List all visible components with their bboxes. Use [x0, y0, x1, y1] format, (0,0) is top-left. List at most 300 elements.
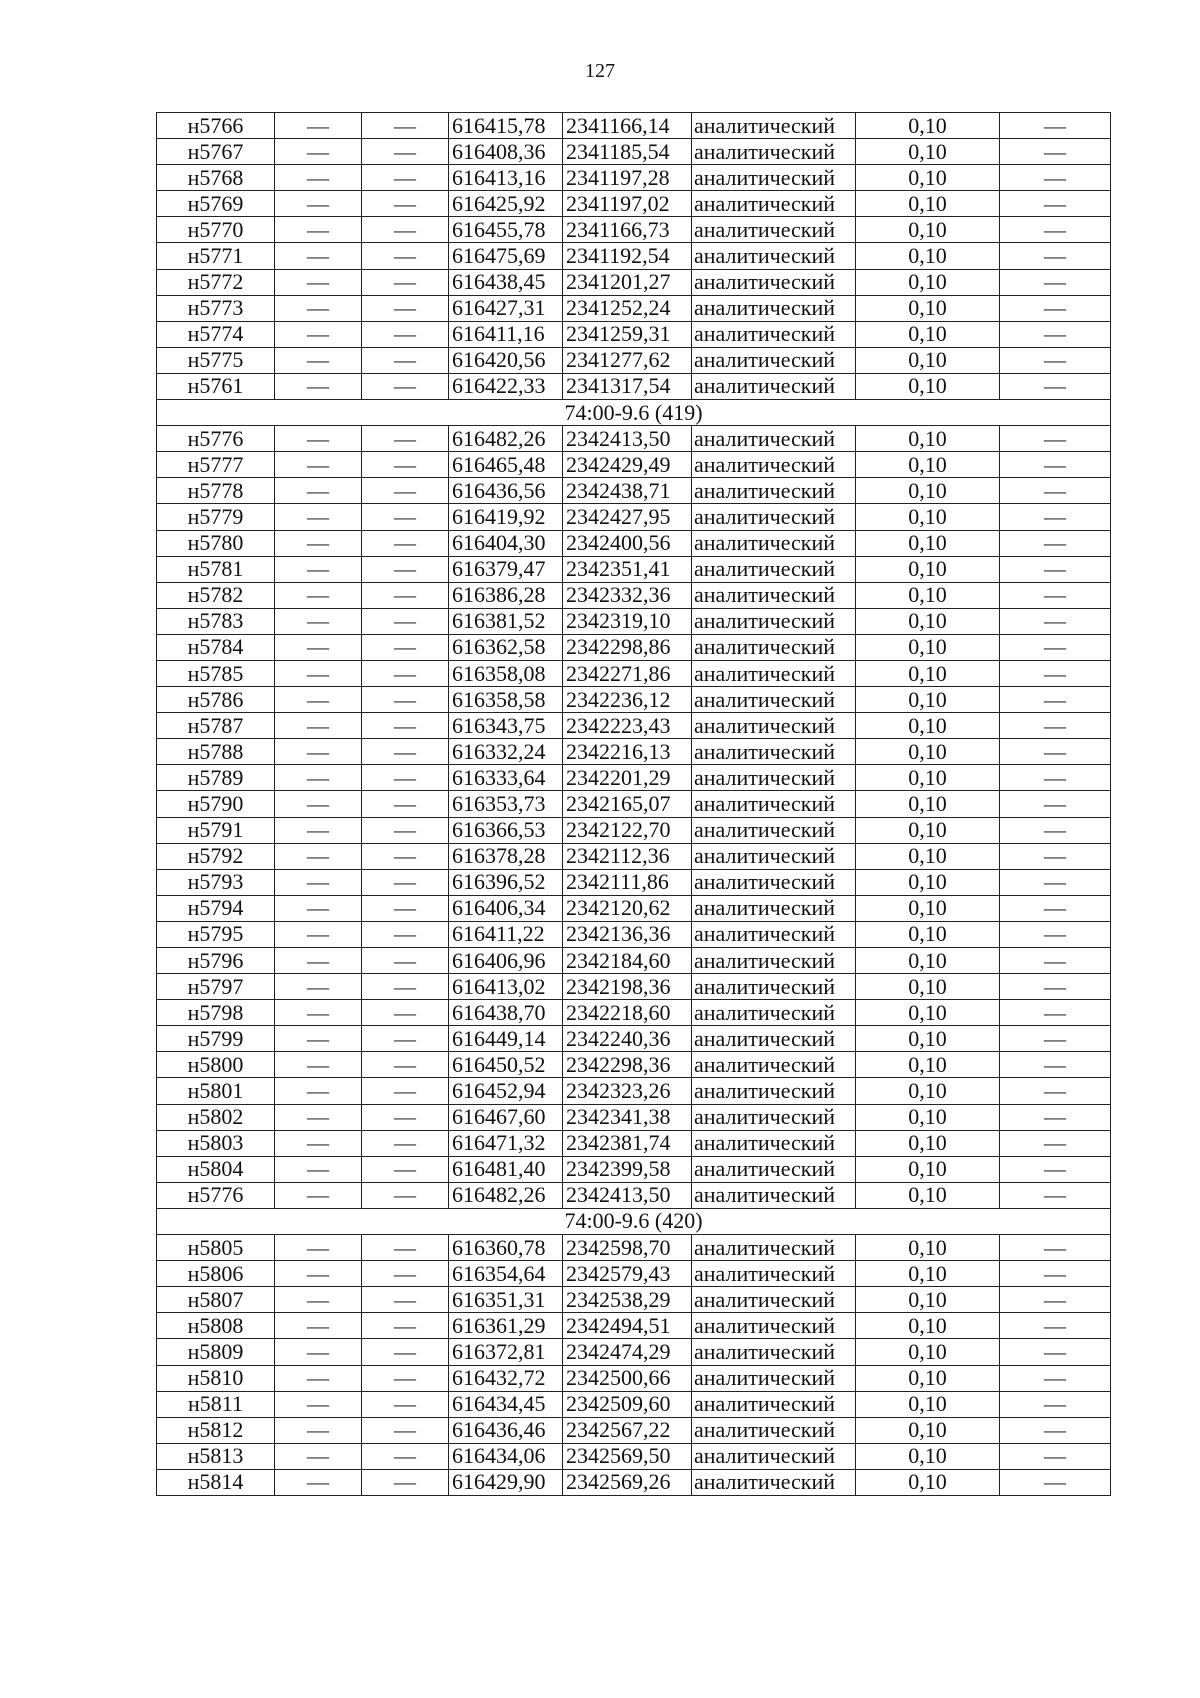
point-name-cell: н5780 — [157, 530, 275, 556]
table-row — [157, 765, 1111, 791]
y-coordinate-cell: 2342122,70 — [563, 817, 692, 843]
table-row — [157, 191, 1111, 217]
y-coordinate-cell: 2342579,43 — [563, 1261, 692, 1287]
x-coordinate-cell: 616434,06 — [449, 1443, 563, 1469]
y-coordinate-cell: 2341185,54 — [563, 139, 692, 165]
dash-cell: — — [362, 269, 449, 295]
x-coordinate-cell: 616378,28 — [449, 843, 563, 869]
dash-cell: — — [1000, 1261, 1111, 1287]
method-cell: аналитический — [692, 765, 856, 791]
x-coordinate-cell: 616333,64 — [449, 765, 563, 791]
method-cell: аналитический — [692, 113, 856, 139]
x-coordinate-cell: 616438,70 — [449, 1000, 563, 1026]
y-coordinate-cell: 2341166,73 — [563, 217, 692, 243]
dash-cell: — — [362, 1391, 449, 1417]
dash-cell: — — [1000, 321, 1111, 347]
y-coordinate-cell: 2342413,50 — [563, 426, 692, 452]
dash-cell: — — [362, 739, 449, 765]
point-name-cell: н5809 — [157, 1339, 275, 1365]
method-cell: аналитический — [692, 713, 856, 739]
table-row — [157, 739, 1111, 765]
x-coordinate-cell: 616482,26 — [449, 426, 563, 452]
dash-cell: — — [362, 113, 449, 139]
dash-cell: — — [1000, 817, 1111, 843]
accuracy-cell: 0,10 — [856, 530, 1000, 556]
dash-cell: — — [275, 321, 362, 347]
dash-cell: — — [275, 739, 362, 765]
dash-cell: — — [362, 452, 449, 478]
point-name-cell: н5777 — [157, 452, 275, 478]
dash-cell: — — [275, 1261, 362, 1287]
method-cell: аналитический — [692, 243, 856, 269]
method-cell: аналитический — [692, 634, 856, 660]
table-row — [157, 347, 1111, 373]
dash-cell: — — [275, 1287, 362, 1313]
dash-cell: — — [1000, 347, 1111, 373]
point-name-cell: н5806 — [157, 1261, 275, 1287]
y-coordinate-cell: 2342341,38 — [563, 1104, 692, 1130]
accuracy-cell: 0,10 — [856, 1287, 1000, 1313]
y-coordinate-cell: 2341259,31 — [563, 321, 692, 347]
point-name-cell: н5801 — [157, 1078, 275, 1104]
x-coordinate-cell: 616419,92 — [449, 504, 563, 530]
table-row — [157, 1313, 1111, 1339]
accuracy-cell: 0,10 — [856, 582, 1000, 608]
point-name-cell: н5768 — [157, 165, 275, 191]
method-cell: аналитический — [692, 843, 856, 869]
dash-cell: — — [362, 426, 449, 452]
accuracy-cell: 0,10 — [856, 191, 1000, 217]
y-coordinate-cell: 2342165,07 — [563, 791, 692, 817]
table-row — [157, 1104, 1111, 1130]
table-row — [157, 1469, 1111, 1495]
dash-cell: — — [362, 1469, 449, 1495]
method-cell: аналитический — [692, 660, 856, 686]
table-row — [157, 530, 1111, 556]
y-coordinate-cell: 2342538,29 — [563, 1287, 692, 1313]
table-row — [157, 452, 1111, 478]
y-coordinate-cell: 2342567,22 — [563, 1417, 692, 1443]
y-coordinate-cell: 2342500,66 — [563, 1365, 692, 1391]
table-row — [157, 608, 1111, 634]
table-row — [157, 321, 1111, 347]
dash-cell: — — [275, 1182, 362, 1208]
accuracy-cell: 0,10 — [856, 1469, 1000, 1495]
dash-cell: — — [1000, 452, 1111, 478]
point-name-cell: н5779 — [157, 504, 275, 530]
dash-cell: — — [362, 1443, 449, 1469]
point-name-cell: н5794 — [157, 895, 275, 921]
x-coordinate-cell: 616372,81 — [449, 1339, 563, 1365]
accuracy-cell: 0,10 — [856, 113, 1000, 139]
point-name-cell: н5790 — [157, 791, 275, 817]
dash-cell: — — [362, 478, 449, 504]
table-row — [157, 948, 1111, 974]
accuracy-cell: 0,10 — [856, 165, 1000, 191]
accuracy-cell: 0,10 — [856, 139, 1000, 165]
dash-cell: — — [362, 687, 449, 713]
dash-cell: — — [275, 687, 362, 713]
dash-cell: — — [1000, 582, 1111, 608]
dash-cell: — — [1000, 1000, 1111, 1026]
method-cell: аналитический — [692, 921, 856, 947]
dash-cell: — — [362, 139, 449, 165]
dash-cell: — — [275, 243, 362, 269]
point-name-cell: н5775 — [157, 347, 275, 373]
dash-cell: — — [1000, 1026, 1111, 1052]
point-name-cell: н5761 — [157, 373, 275, 399]
method-cell: аналитический — [692, 608, 856, 634]
method-cell: аналитический — [692, 1261, 856, 1287]
dash-cell: — — [275, 948, 362, 974]
y-coordinate-cell: 2342351,41 — [563, 556, 692, 582]
point-name-cell: н5784 — [157, 634, 275, 660]
x-coordinate-cell: 616358,58 — [449, 687, 563, 713]
dash-cell: — — [362, 504, 449, 530]
method-cell: аналитический — [692, 321, 856, 347]
dash-cell: — — [362, 217, 449, 243]
x-coordinate-cell: 616386,28 — [449, 582, 563, 608]
method-cell: аналитический — [692, 426, 856, 452]
y-coordinate-cell: 2342427,95 — [563, 504, 692, 530]
accuracy-cell: 0,10 — [856, 1391, 1000, 1417]
table-row — [157, 1339, 1111, 1365]
x-coordinate-cell: 616467,60 — [449, 1104, 563, 1130]
dash-cell: — — [362, 1156, 449, 1182]
method-cell: аналитический — [692, 478, 856, 504]
method-cell: аналитический — [692, 1052, 856, 1078]
table-row — [157, 139, 1111, 165]
table-row — [157, 817, 1111, 843]
y-coordinate-cell: 2342399,58 — [563, 1156, 692, 1182]
x-coordinate-cell: 616427,31 — [449, 295, 563, 321]
dash-cell: — — [1000, 974, 1111, 1000]
dash-cell: — — [1000, 1313, 1111, 1339]
dash-cell: — — [275, 765, 362, 791]
accuracy-cell: 0,10 — [856, 687, 1000, 713]
point-name-cell: н5776 — [157, 426, 275, 452]
method-cell: аналитический — [692, 1235, 856, 1261]
point-name-cell: н5788 — [157, 739, 275, 765]
table-row — [157, 869, 1111, 895]
accuracy-cell: 0,10 — [856, 1026, 1000, 1052]
point-name-cell: н5804 — [157, 1156, 275, 1182]
dash-cell: — — [362, 1235, 449, 1261]
dash-cell: — — [275, 1078, 362, 1104]
dash-cell: — — [1000, 1443, 1111, 1469]
dash-cell: — — [362, 321, 449, 347]
dash-cell: — — [1000, 269, 1111, 295]
dash-cell: — — [275, 791, 362, 817]
dash-cell: — — [1000, 1417, 1111, 1443]
dash-cell: — — [275, 1235, 362, 1261]
x-coordinate-cell: 616434,45 — [449, 1391, 563, 1417]
accuracy-cell: 0,10 — [856, 817, 1000, 843]
x-coordinate-cell: 616396,52 — [449, 869, 563, 895]
dash-cell: — — [275, 530, 362, 556]
method-cell: аналитический — [692, 895, 856, 921]
accuracy-cell: 0,10 — [856, 1130, 1000, 1156]
dash-cell: — — [1000, 1182, 1111, 1208]
coordinates-table — [156, 112, 1111, 1496]
y-coordinate-cell: 2342298,86 — [563, 634, 692, 660]
y-coordinate-cell: 2341197,28 — [563, 165, 692, 191]
x-coordinate-cell: 616452,94 — [449, 1078, 563, 1104]
dash-cell: — — [275, 191, 362, 217]
table-row — [157, 1391, 1111, 1417]
y-coordinate-cell: 2342332,36 — [563, 582, 692, 608]
y-coordinate-cell: 2341197,02 — [563, 191, 692, 217]
point-name-cell: н5798 — [157, 1000, 275, 1026]
accuracy-cell: 0,10 — [856, 217, 1000, 243]
x-coordinate-cell: 616353,73 — [449, 791, 563, 817]
dash-cell: — — [362, 1313, 449, 1339]
y-coordinate-cell: 2342184,60 — [563, 948, 692, 974]
dash-cell: — — [1000, 1365, 1111, 1391]
x-coordinate-cell: 616455,78 — [449, 217, 563, 243]
dash-cell: — — [1000, 948, 1111, 974]
y-coordinate-cell: 2342111,86 — [563, 869, 692, 895]
dash-cell: — — [1000, 1235, 1111, 1261]
dash-cell: — — [362, 817, 449, 843]
point-name-cell: н5781 — [157, 556, 275, 582]
x-coordinate-cell: 616362,58 — [449, 634, 563, 660]
method-cell: аналитический — [692, 1287, 856, 1313]
table-row — [157, 895, 1111, 921]
accuracy-cell: 0,10 — [856, 426, 1000, 452]
dash-cell: — — [275, 1313, 362, 1339]
dash-cell: — — [275, 113, 362, 139]
table-row — [157, 269, 1111, 295]
y-coordinate-cell: 2341201,27 — [563, 269, 692, 295]
table-row — [157, 165, 1111, 191]
dash-cell: — — [275, 1417, 362, 1443]
dash-cell: — — [362, 974, 449, 1000]
point-name-cell: н5787 — [157, 713, 275, 739]
point-name-cell: н5785 — [157, 660, 275, 686]
x-coordinate-cell: 616413,16 — [449, 165, 563, 191]
method-cell: аналитический — [692, 1156, 856, 1182]
accuracy-cell: 0,10 — [856, 1443, 1000, 1469]
dash-cell: — — [1000, 843, 1111, 869]
dash-cell: — — [275, 817, 362, 843]
dash-cell: — — [362, 1261, 449, 1287]
table-row — [157, 660, 1111, 686]
x-coordinate-cell: 616438,45 — [449, 269, 563, 295]
method-cell: аналитический — [692, 1391, 856, 1417]
accuracy-cell: 0,10 — [856, 660, 1000, 686]
method-cell: аналитический — [692, 1000, 856, 1026]
page-number: 127 — [585, 60, 615, 82]
y-coordinate-cell: 2341317,54 — [563, 373, 692, 399]
point-name-cell: н5800 — [157, 1052, 275, 1078]
accuracy-cell: 0,10 — [856, 634, 1000, 660]
dash-cell: — — [275, 504, 362, 530]
method-cell: аналитический — [692, 217, 856, 243]
method-cell: аналитический — [692, 817, 856, 843]
accuracy-cell: 0,10 — [856, 791, 1000, 817]
x-coordinate-cell: 616450,52 — [449, 1052, 563, 1078]
dash-cell: — — [1000, 1078, 1111, 1104]
dash-cell: — — [362, 1287, 449, 1313]
dash-cell: — — [1000, 1287, 1111, 1313]
dash-cell: — — [1000, 739, 1111, 765]
dash-cell: — — [275, 1365, 362, 1391]
dash-cell: — — [362, 347, 449, 373]
accuracy-cell: 0,10 — [856, 895, 1000, 921]
accuracy-cell: 0,10 — [856, 269, 1000, 295]
point-name-cell: н5802 — [157, 1104, 275, 1130]
dash-cell: — — [1000, 426, 1111, 452]
x-coordinate-cell: 616482,26 — [449, 1182, 563, 1208]
y-coordinate-cell: 2342569,50 — [563, 1443, 692, 1469]
dash-cell: — — [362, 660, 449, 686]
y-coordinate-cell: 2342218,60 — [563, 1000, 692, 1026]
table-row — [157, 843, 1111, 869]
x-coordinate-cell: 616351,31 — [449, 1287, 563, 1313]
point-name-cell: н5773 — [157, 295, 275, 321]
accuracy-cell: 0,10 — [856, 1339, 1000, 1365]
method-cell: аналитический — [692, 504, 856, 530]
dash-cell: — — [362, 1339, 449, 1365]
point-name-cell: н5770 — [157, 217, 275, 243]
dash-cell: — — [1000, 243, 1111, 269]
y-coordinate-cell: 2341277,62 — [563, 347, 692, 373]
y-coordinate-cell: 2342438,71 — [563, 478, 692, 504]
point-name-cell: н5776 — [157, 1182, 275, 1208]
x-coordinate-cell: 616360,78 — [449, 1235, 563, 1261]
table-row — [157, 1078, 1111, 1104]
method-cell: аналитический — [692, 1417, 856, 1443]
table-row — [157, 1235, 1111, 1261]
dash-cell: — — [362, 634, 449, 660]
dash-cell: — — [362, 1078, 449, 1104]
x-coordinate-cell: 616449,14 — [449, 1026, 563, 1052]
dash-cell: — — [275, 974, 362, 1000]
dash-cell: — — [275, 1339, 362, 1365]
dash-cell: — — [362, 1000, 449, 1026]
y-coordinate-cell: 2342381,74 — [563, 1130, 692, 1156]
dash-cell: — — [1000, 869, 1111, 895]
point-name-cell: н5813 — [157, 1443, 275, 1469]
dash-cell: — — [275, 1469, 362, 1495]
method-cell: аналитический — [692, 1339, 856, 1365]
dash-cell: — — [1000, 478, 1111, 504]
table-row — [157, 426, 1111, 452]
dash-cell: — — [1000, 895, 1111, 921]
point-name-cell: н5769 — [157, 191, 275, 217]
method-cell: аналитический — [692, 869, 856, 895]
dash-cell: — — [362, 556, 449, 582]
dash-cell: — — [275, 1052, 362, 1078]
accuracy-cell: 0,10 — [856, 1156, 1000, 1182]
dash-cell: — — [362, 608, 449, 634]
dash-cell: — — [1000, 1104, 1111, 1130]
accuracy-cell: 0,10 — [856, 1261, 1000, 1287]
dash-cell: — — [1000, 634, 1111, 660]
point-name-cell: н5786 — [157, 687, 275, 713]
method-cell: аналитический — [692, 739, 856, 765]
table-row — [157, 974, 1111, 1000]
accuracy-cell: 0,10 — [856, 608, 1000, 634]
x-coordinate-cell: 616411,22 — [449, 921, 563, 947]
y-coordinate-cell: 2342598,70 — [563, 1235, 692, 1261]
y-coordinate-cell: 2342413,50 — [563, 1182, 692, 1208]
dash-cell: — — [362, 765, 449, 791]
method-cell: аналитический — [692, 1469, 856, 1495]
y-coordinate-cell: 2342240,36 — [563, 1026, 692, 1052]
table-row — [157, 1365, 1111, 1391]
y-coordinate-cell: 2342494,51 — [563, 1313, 692, 1339]
point-name-cell: н5791 — [157, 817, 275, 843]
point-name-cell: н5805 — [157, 1235, 275, 1261]
point-name-cell: н5772 — [157, 269, 275, 295]
dash-cell: — — [362, 791, 449, 817]
method-cell: аналитический — [692, 373, 856, 399]
dash-cell: — — [362, 243, 449, 269]
point-name-cell: н5812 — [157, 1417, 275, 1443]
accuracy-cell: 0,10 — [856, 243, 1000, 269]
dash-cell: — — [275, 1104, 362, 1130]
accuracy-cell: 0,10 — [856, 1000, 1000, 1026]
accuracy-cell: 0,10 — [856, 295, 1000, 321]
y-coordinate-cell: 2341252,24 — [563, 295, 692, 321]
method-cell: аналитический — [692, 1365, 856, 1391]
table-row — [157, 713, 1111, 739]
accuracy-cell: 0,10 — [856, 1365, 1000, 1391]
method-cell: аналитический — [692, 1130, 856, 1156]
method-cell: аналитический — [692, 1443, 856, 1469]
x-coordinate-cell: 616420,56 — [449, 347, 563, 373]
dash-cell: — — [275, 713, 362, 739]
dash-cell: — — [1000, 1156, 1111, 1182]
dash-cell: — — [362, 1417, 449, 1443]
dash-cell: — — [1000, 687, 1111, 713]
dash-cell: — — [275, 634, 362, 660]
table-row — [157, 921, 1111, 947]
accuracy-cell: 0,10 — [856, 1235, 1000, 1261]
dash-cell: — — [362, 582, 449, 608]
dash-cell: — — [1000, 713, 1111, 739]
dash-cell: — — [362, 295, 449, 321]
section-header-row — [157, 1208, 1111, 1234]
table-row — [157, 1156, 1111, 1182]
y-coordinate-cell: 2342236,12 — [563, 687, 692, 713]
point-name-cell: н5799 — [157, 1026, 275, 1052]
dash-cell: — — [362, 373, 449, 399]
x-coordinate-cell: 616358,08 — [449, 660, 563, 686]
dash-cell: — — [275, 1156, 362, 1182]
y-coordinate-cell: 2342201,29 — [563, 765, 692, 791]
dash-cell: — — [275, 556, 362, 582]
method-cell: аналитический — [692, 974, 856, 1000]
point-name-cell: н5789 — [157, 765, 275, 791]
table-row — [157, 1287, 1111, 1313]
x-coordinate-cell: 616475,69 — [449, 243, 563, 269]
dash-cell: — — [1000, 165, 1111, 191]
point-name-cell: н5803 — [157, 1130, 275, 1156]
coordinates-table-body — [157, 113, 1111, 1496]
dash-cell: — — [275, 608, 362, 634]
x-coordinate-cell: 616381,52 — [449, 608, 563, 634]
dash-cell: — — [362, 843, 449, 869]
method-cell: аналитический — [692, 139, 856, 165]
dash-cell: — — [275, 582, 362, 608]
accuracy-cell: 0,10 — [856, 452, 1000, 478]
x-coordinate-cell: 616332,24 — [449, 739, 563, 765]
table-row — [157, 687, 1111, 713]
accuracy-cell: 0,10 — [856, 948, 1000, 974]
